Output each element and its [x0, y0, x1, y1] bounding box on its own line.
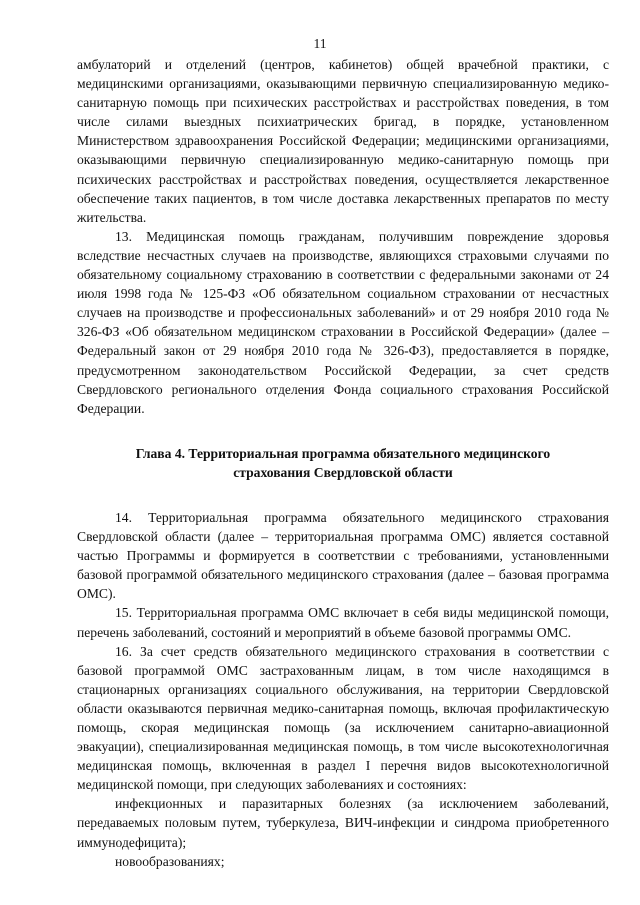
list-item-infectious: инфекционных и паразитарных болезнях (за исключением заболеваний, передаваемых половым путем, туберкулеза, ВИЧ-инфекции и синдрома приобретенного иммунодефицита);	[77, 796, 609, 850]
paragraph-13: 13. Медицинская помощь гражданам, получившим повреждение здоровья вследствие несчастных случаев на производстве, являющихся страховыми случаями по обязательному социальному страхованию в соответствии с федеральными законами от 24 июля 1998 года № 125-ФЗ «Об обязательном социальном страховании от несчастных случаев на производстве и профессиональных заболеваний» и от 29 ноября 2010 года № 326-ФЗ «Об обязательном медицинском страховании в Российской Федерации» (далее – Федеральный закон от 29 ноября 2010 года № 326-ФЗ), предоставляется в порядке, предусмотренном законодательством Российской Федерации, за счет средств Свердловского регионального отделения Фонда социального страхования Российской Федерации.	[77, 228, 609, 416]
paragraph-continuation: амбулаторий и отделений (центров, кабинетов) общей врачебной практики, с медицинскими организациями, оказывающими первичную специализированную медико-санитарную помощь при психических расстройствах и расстройствах поведения, в том числе силами выездных психиатрических бригад, в порядке, установленном Министерством здравоохранения Российской Федерации; медицинскими организациями, оказывающими первичную специализированную медико-санитарную помощь при психических расстройствах и расстройствах поведения, осуществляется лекарственное обеспечение таких пациентов, в том числе доставка лекарственных препаратов по месту жительства.	[77, 57, 609, 225]
page-number: 11	[313, 36, 327, 51]
list-item-neoplasms: новообразованиях;	[115, 853, 225, 869]
paragraph-15: 15. Территориальная программа ОМС включает в себя виды медицинской помощи, перечень заболеваний, состояний и мероприятий в объеме базовой программы ОМС.	[77, 605, 609, 640]
paragraph-14: 14. Территориальная программа обязательного медицинского страхования Свердловской области (далее – территориальная программа ОМС) является составной частью Программы и формируется в соответствии с требованиями, установленными базовой программой обязательного медицинского страхования (далее – базовая программа ОМС).	[77, 509, 609, 602]
document-body	[77, 55, 609, 871]
chapter-heading: Глава 4. Территориальная программа обязательного медицинского страхования Свердловской области	[135, 445, 551, 480]
paragraph-16: 16. За счет средств обязательного медицинского страхования в соответствии с базовой программой ОМС застрахованным лицам, в том числе находящимся в стационарных организациях социального обслуживания, на территории Свердловской области оказываются первичная медико-санитарная помощь, включая профилактическую помощь, скорая медицинская помощь (за исключением санитарно-авиационной эвакуации), специализированная медицинская помощь, в том числе высокотехнологичная медицинская помощь, включенная в раздел I перечня видов высокотехнологичной медицинской помощи, при следующих заболеваниях и состояниях:	[77, 643, 609, 793]
